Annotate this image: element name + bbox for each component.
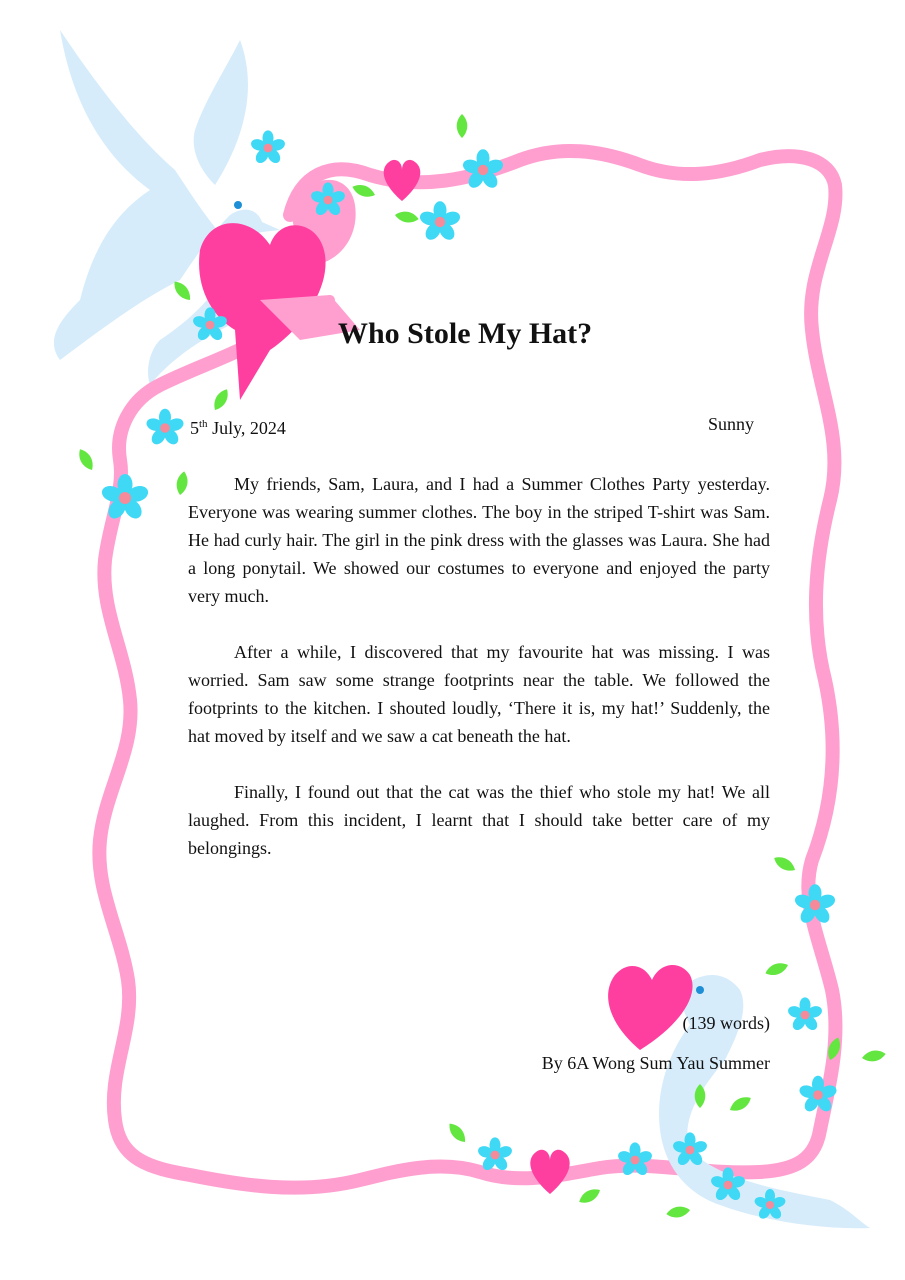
entry-date: 5th July, 2024: [190, 418, 286, 438]
heart-icon: [608, 965, 692, 1050]
page-title: Who Stole My Hat?: [338, 317, 593, 350]
weather-label: Sunny: [707, 414, 754, 434]
diary-body: [188, 470, 770, 890]
author-byline: By 6A Wong Sum Yau Summer: [541, 1053, 770, 1073]
word-count: (139 words): [682, 1013, 770, 1033]
date-weather-line: [190, 412, 754, 440]
paragraph-3: Finally, I found out that the cat was the thief who stole my hat! We all laughed. From this incident, I learnt that I should take better care of my belongings.: [188, 782, 770, 858]
paragraph-2: After a while, I discovered that my favourite hat was missing. I was worried. Sam saw some strange footprints near the table. We followed the footprints to the kitchen. I shouted loudly, ‘There it is, my hat!’ Suddenly, the hat moved by itself and we saw a cat beneath the hat.: [188, 642, 770, 746]
paragraph-1: My friends, Sam, Laura, and I had a Summer Clothes Party yesterday. Everyone was wearing summer clothes. The boy in the striped T-shirt was Sam. He had curly hair. The girl in the pink dress with the glasses was Laura. She had a long ponytail. We showed our costumes to everyone and enjoyed the party very much.: [188, 474, 770, 606]
